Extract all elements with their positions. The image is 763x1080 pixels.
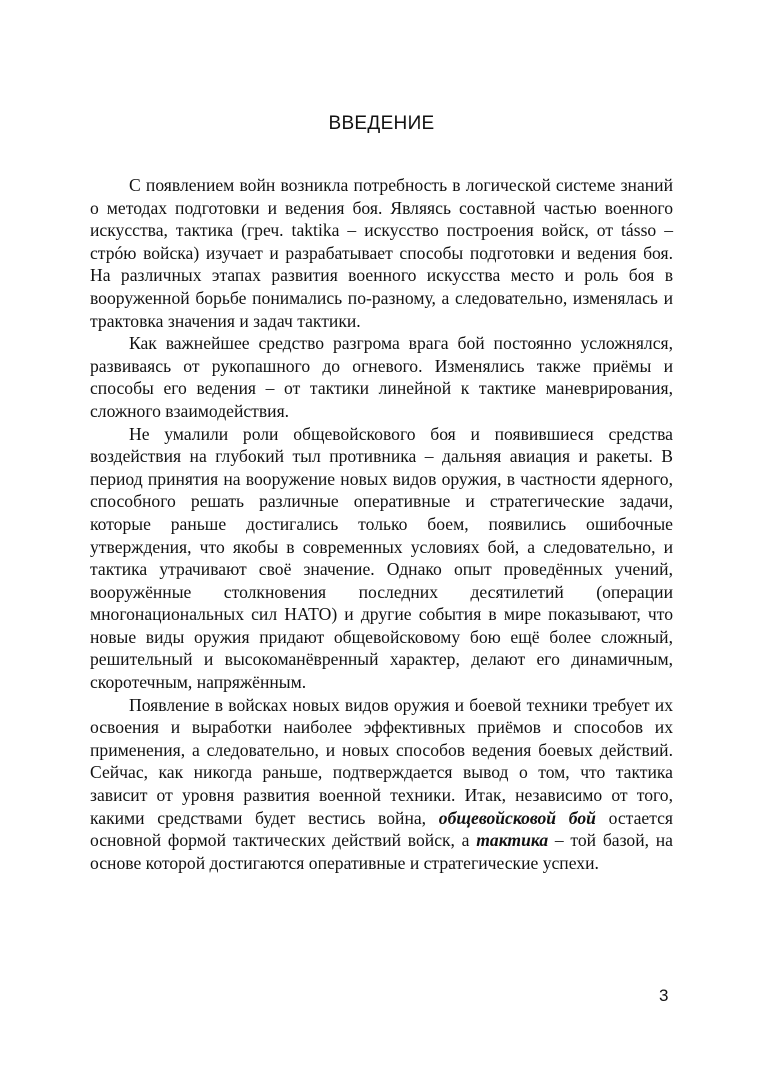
page-number: 3 bbox=[659, 986, 669, 1005]
paragraph-4 bbox=[90, 694, 673, 875]
body-text bbox=[90, 174, 673, 874]
paragraph-4-part-3: – той базой, на основе которой достигаются оперативные и стратегические успехи. bbox=[90, 830, 673, 873]
paragraph-4-part-2: остается основной формой тактических действий войск, а bbox=[90, 807, 673, 851]
page-title: ВВЕДЕНИЕ bbox=[328, 113, 435, 134]
paragraph-1: С появлением войн возникла потребность в логической системе знаний о методах подготовки и ведения боя. Являясь составной частью военного искусства, тактика (греч. taktika – искусство построения войск, от tásso – стрóю войска) изучает и разрабатывает способы подготовки и ведения боя. На различных этапах развития военного искусства место и роль боя в вооруженной борьбе понимались по-разному, а следовательно, изменялась и трактовка значения и задач тактики. bbox=[90, 175, 673, 331]
paragraph-4-part-1: Появление в войсках новых видов оружия и боевой техники требует их освоения и выработки наиболее эффективных приёмов и способов их применения, а следовательно, и новых способов ведения боевых действий. Сейчас, как никогда раньше, подтверждается вывод о том, что тактика зависит от уровня развития военной техники. Итак, независимо от того, какими средствами будет вестись война, bbox=[90, 694, 673, 828]
paragraph-2: Как важнейшее средство разгрома врага бой постоянно усложнялся, развиваясь от рукопашного до огневого. Изменялись также приёмы и способы его ведения – от тактики линейной к тактике маневрирования, сложного взаимодействия. bbox=[90, 333, 673, 421]
term-tactics: тактика bbox=[476, 830, 549, 851]
paragraph-3: Не умалили роли общевойскового боя и появившиеся средства воздействия на глубокий тыл противника – дальняя авиация и ракеты. В период принятия на вооружение новых видов оружия, в частности ядерного, способного решать различные оперативные и стратегические задачи, которые раньше достигались только боем, появились ошибочные утверждения, что якобы в современных условиях бой, а следовательно, и тактика утрачивают своё значение. Однако опыт проведённых учений, вооружённые столкновения последних десятилетий (операции многонациональных сил НАТО) и другие события в мире показывают, что новые виды оружия придают общевойсковому бою ещё более сложный, решительный и высокоманёвренный характер, делают его динамичным, скоротечным, напряжённым. bbox=[90, 423, 673, 693]
term-combined-arms-battle: общевойсковой бой bbox=[438, 807, 596, 828]
